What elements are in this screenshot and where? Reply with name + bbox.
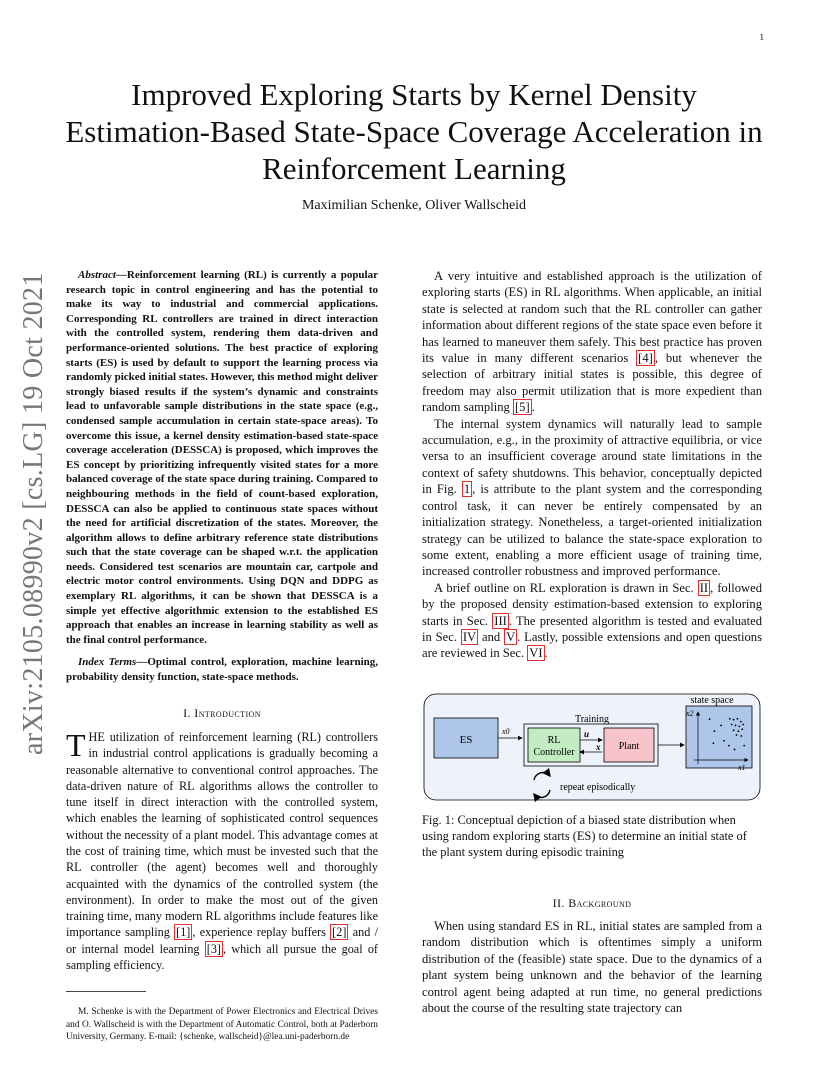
right-text: , but whenever the selection of arbitrary initial states is possible, this degree of freedom may also permit utilization that is more expedient than random sampling: [422, 351, 762, 415]
sample-point: [720, 725, 722, 727]
abstract-text: —Reinforcement learning (RL) is currently a popular research topic in control engineering and has the potential to make its way to industrial and commercial applications. Corresponding RL controllers are trained in direct interaction with the controlled system, rendering them data-driven and performance-oriented solutions. The best practice of exploring starts (ES) is used by default to support the learning process via randomly picked initial states. However, this method might deliver strongly biased results if the system’s dynamic and constraints lead to unfavorable sample distributions in the state space (e.g., condensed sample accumulation in certain state-space areas). To overcome this issue, a kernel density estimation-based state-space coverage acceleration (DESSCA) is proposed, which improves the ES concept by prioritizing infrequently visited states for a more balanced coverage of the state space during training. Compared to neighbouring methods in the field of count-based exploration, DESSCA can also be applied to continuous state spaces without the need for artificial discretization of the states. Moreover, the algorithm allows to define arbitrary reference state distributions such that the state coverage can be shaped w.r.t. the application needs. Considered test scenarios are mountain car, cartpole and electric motor control environments. Using DQN and DDPG as exemplary RL algorithms, it can be shown that DESSCA is a simple yet effective algorithmic extension to the established ES approach that enables an increase in learning stability as well as the final control performance.: [66, 269, 378, 646]
index-terms: [66, 655, 378, 684]
paper-authors: Maximilian Schenke, Oliver Wallscheid: [301, 198, 527, 213]
intro-text-2: , experience replay buffers: [192, 925, 331, 940]
citation-link[interactable]: [2]: [332, 925, 347, 940]
sample-point: [736, 734, 738, 736]
sample-point: [738, 730, 740, 732]
x1-axis-label: x1: [738, 763, 746, 772]
right-text: .: [544, 646, 548, 661]
x-label: x: [596, 742, 601, 752]
right-text: , followed by the proposed density estimation-based extension to exploring starts in Sec.: [422, 580, 762, 628]
background-heading: II. Background: [552, 896, 632, 910]
sample-point: [741, 728, 743, 730]
index-terms-text: —Optimal control, exploration, machine learning, probability density function, state-space methods.: [66, 656, 379, 684]
right-text: , is attribute to the plant system and the corresponding control task, it can never be entirely compensated by an initialization strategy. Nonetheless, a target-oriented initialization strategy can be utilized to balance the state-space exploration to some extent, enabling a more efficient usage of training time, increased controller robustness and improved performance.: [422, 482, 763, 579]
sample-point: [734, 749, 736, 751]
state-space-box: [686, 706, 752, 768]
right-text: A brief outline on RL exploration is drawn in Sec.: [434, 580, 698, 595]
sample-point: [731, 724, 733, 726]
sample-point: [733, 729, 735, 731]
plant-label: Plant: [618, 741, 640, 752]
sample-point: [737, 718, 739, 720]
rl-label: RL: [547, 735, 561, 746]
sample-point: [738, 726, 740, 728]
sample-point: [740, 721, 742, 723]
sample-point: [733, 719, 735, 721]
abstract-lead: Abstract: [78, 269, 116, 281]
sample-point: [728, 745, 730, 747]
intro-heading: I. Introduction: [183, 705, 261, 720]
arxiv-identifier: arXiv:2105.08990v2 [cs.LG] 19 Oct 2021: [18, 272, 49, 755]
section-link[interactable]: II: [699, 580, 709, 595]
intro-text-3: and / or internal model learning: [66, 925, 378, 956]
sample-point: [713, 742, 715, 744]
citation-link[interactable]: [5]: [514, 400, 530, 415]
citation-link[interactable]: [4]: [638, 351, 653, 366]
right-text: The internal system dynamics will naturally lead to sample accumulation, e.g., in the proximity of attractive equilibria, or vice versa to an insufficient coverage around state limitations in the context of safety shutdowns. This behavior, conceptually depicted in Fig.: [422, 416, 762, 497]
intro-paragraph: [66, 726, 378, 973]
figure-1-diagram: [422, 690, 762, 803]
x0-label: x0: [502, 727, 510, 736]
right-text: . The presented algorithm is tested and evaluated in Sec.: [422, 613, 762, 644]
repeat-label: repeat episodically: [560, 782, 636, 793]
section-link[interactable]: III: [494, 613, 507, 628]
sample-point: [709, 718, 711, 720]
figure-link[interactable]: 1: [463, 482, 471, 497]
citation-link[interactable]: [1]: [176, 925, 191, 940]
sample-point: [714, 730, 716, 732]
section-link[interactable]: V: [506, 629, 516, 644]
training-label: Training: [574, 714, 610, 725]
intro-text-4: , which all pursue the goal of sampling efficiency.: [66, 941, 378, 973]
controller-label: Controller: [533, 747, 575, 758]
citation-link[interactable]: [3]: [206, 941, 221, 956]
section-link[interactable]: IV: [462, 629, 477, 644]
figure-caption: Fig. 1: Conceptual depiction of a biased state distribution when using random exploring starts (ES) to determine an initial state of the plant system during episodic training: [422, 813, 747, 859]
right-text: . Lastly, possible extensions and open questions are reviewed in Sec.: [422, 629, 762, 661]
right-text: .: [531, 400, 535, 415]
sample-point: [729, 718, 731, 720]
page-number: 1: [759, 32, 764, 42]
right-paragraph-3: [422, 580, 762, 662]
sample-point: [723, 740, 725, 742]
left-column: [66, 268, 378, 1044]
intro-text-1: HE utilization of reinforcement learning (RL) controllers in industrial control applications is gradually becoming a reasonable alternative to conventional control approaches. The data-driven nature of RL algorithms allows the controller to tune itself in direct interaction with the controlled system, which enables the learning of sophisticated control sequences without the necessity of a plant model. This advantage comes at the cost of training time, which must be invested such that the RL controller (the agent) becomes well and thoroughly acquainted with the dynamics of the controlled system (the environment). In order to make the most out of the given training time, many modern RL algorithms include features like importance sampling: [66, 729, 378, 940]
right-text: A very intuitive and established approach is the utilization of exploring starts (ES) in RL algorithms. When applicable, an initial state is selected at random such that the RL controller can gather information about different regions of the state space even before it has learned to maneuver them safely. This best practice has proven its value in many different scenarios: [422, 269, 762, 366]
sample-point: [740, 735, 742, 737]
background-paragraph: When using standard ES in RL, initial states are sampled from a random distribution which is oftentimes simply a uniform distribution of the (feasible) state space. Due to the dynamics of a plant system being unknown and the behavior of the learning control agent being adapted at run time, no general predictions about the course of the resulting state trajectory can: [422, 919, 762, 1016]
sample-point: [743, 745, 745, 747]
right-column: [422, 268, 762, 662]
x2-axis-label: x2: [686, 709, 694, 718]
paper-title: Improved Exploring Starts by Kernel Density Estimation-Based State-Space Coverage Acceleration in Reinforcement Learning: [65, 77, 763, 186]
right-text: and: [478, 629, 505, 644]
abstract: [66, 268, 378, 647]
sample-point: [742, 724, 744, 726]
u-label: u: [584, 729, 590, 739]
footnote: M. Schenke is with the Department of Power Electronics and Electrical Drives and O. Wallscheid is with the Department of Automatic Control, both at Paderborn University, Germany. E-mail: {schenke, wallscheid}@lea.uni-paderborn.de: [66, 1007, 378, 1043]
sample-point: [735, 725, 737, 727]
section-link[interactable]: VI: [529, 646, 543, 661]
es-label: ES: [459, 734, 473, 746]
right-paragraph-2: [422, 416, 762, 580]
right-paragraph-1: [422, 268, 762, 416]
index-terms-lead: Index Terms: [78, 656, 137, 669]
footnote-rule: [66, 991, 146, 992]
drop-cap: T: [66, 726, 86, 763]
state-space-label: state space: [690, 695, 734, 706]
